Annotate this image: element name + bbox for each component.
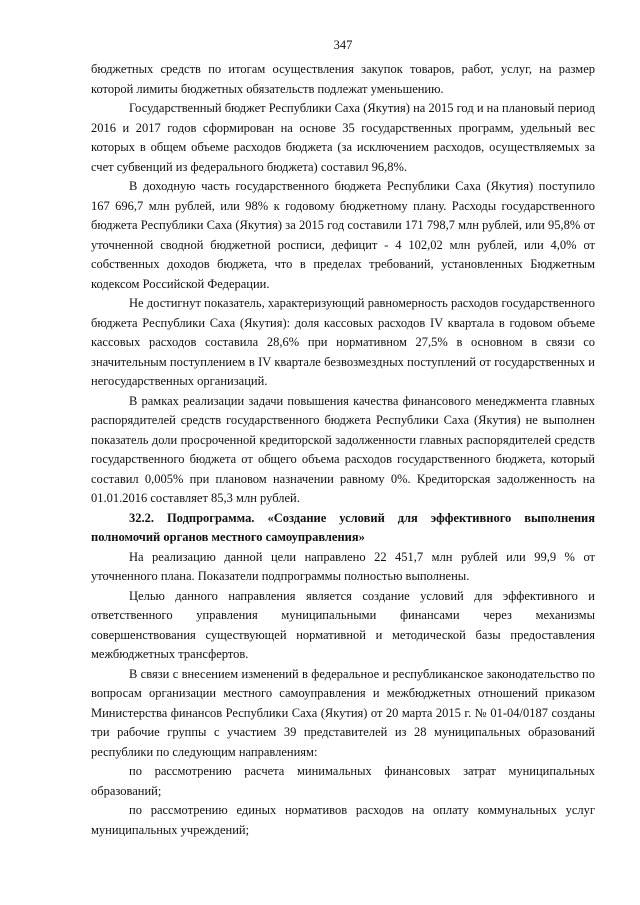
paragraph-financial-management: В рамках реализации задачи повышения качества финансового менеджмента главных распорядителей средств государственного бюджета Республики Саха (Якутия) не выполнен показатель доли просроченной кредиторской задолженности главных распорядителей средств государственного бюджета от общего объема расходов государственного бюджета, который составил 0,005% при плановом назначении равному 0%. Кредиторская задолженность на 01.01.2016 составляет 85,3 млн рублей. <box>91 393 595 505</box>
paragraph-continuation: бюджетных средств по итогам осуществления закупок товаров, работ, услуг, на размер которой лимиты бюджетных обязательств подлежат уменьшению. <box>91 62 595 96</box>
document-body <box>91 60 595 840</box>
paragraph-revenue-expenses: В доходную часть государственного бюджета Республики Саха (Якутия) поступило 167 696,7 млн рублей, или 98% к годовому бюджетному плану. Расходы государственного бюджета Республики Саха (Якутия) за 2015 год составили 171 798,7 млн рублей, или 95,8% от уточненной сводной бюджетной росписи, дефицит - 4 102,02 млн рублей, или 4,0% от собственных доходов бюджета, что в пределах требований, установленных Бюджетным кодексом Российской Федерации. <box>91 179 595 291</box>
paragraph-funding: На реализацию данной цели направлено 22 451,7 млн рублей или 99,9 % от уточненного плана. Показатели подпрограммы полностью выполнены. <box>91 549 595 583</box>
list-item-financial-costs: по рассмотрению расчета минимальных финансовых затрат муниципальных образований; <box>91 764 595 798</box>
paragraph-goal: Целью данного направления является создание условий для эффективного и ответственного управления муниципальными финансами через механизмы совершенствования существующей нормативной и методической базы предоставления межбюджетных трансфертов. <box>91 588 595 661</box>
list-item-utility-norms: по рассмотрению единых нормативов расходов на оплату коммунальных услуг муниципальных учреждений; <box>91 803 595 837</box>
page-number: 347 <box>333 38 353 52</box>
paragraph-working-groups: В связи с внесением изменений в федеральное и республиканское законодательство по вопросам организации местного самоуправления и межбюджетных отношений приказом Министерства финансов Республики Саха (Якутия) от 20 марта 2015 г. № 01-04/0187 созданы три рабочие группы с участием 39 представителей из 28 муниципальных образований республики по следующим направлениям: <box>91 666 595 759</box>
section-heading-32-2: 32.2. Подпрограмма. «Создание условий для эффективного выполнения полномочий органов местного самоуправления» <box>91 510 595 544</box>
paragraph-expense-uniformity: Не достигнут показатель, характеризующий равномерность расходов государственного бюджета Республики Саха (Якутия): доля кассовых расходов IV квартала в годовом объеме кассовых расходов составила 28,6% при нормативном 27,5% в основном в связи со значительным поступлением в IV квартале безвозмездных поступлений от государственных и негосударственных организаций. <box>91 296 595 388</box>
paragraph-state-programs: Государственный бюджет Республики Саха (Якутия) на 2015 год и на плановый период 2016 и 2017 годов сформирован на основе 35 государственных программ, удельный вес которых в общем объеме расходов бюджета (за исключением расходов, осуществляемых за счет субвенций из федерального бюджета) составил 96,8%. <box>91 101 595 174</box>
document-page <box>91 36 595 840</box>
